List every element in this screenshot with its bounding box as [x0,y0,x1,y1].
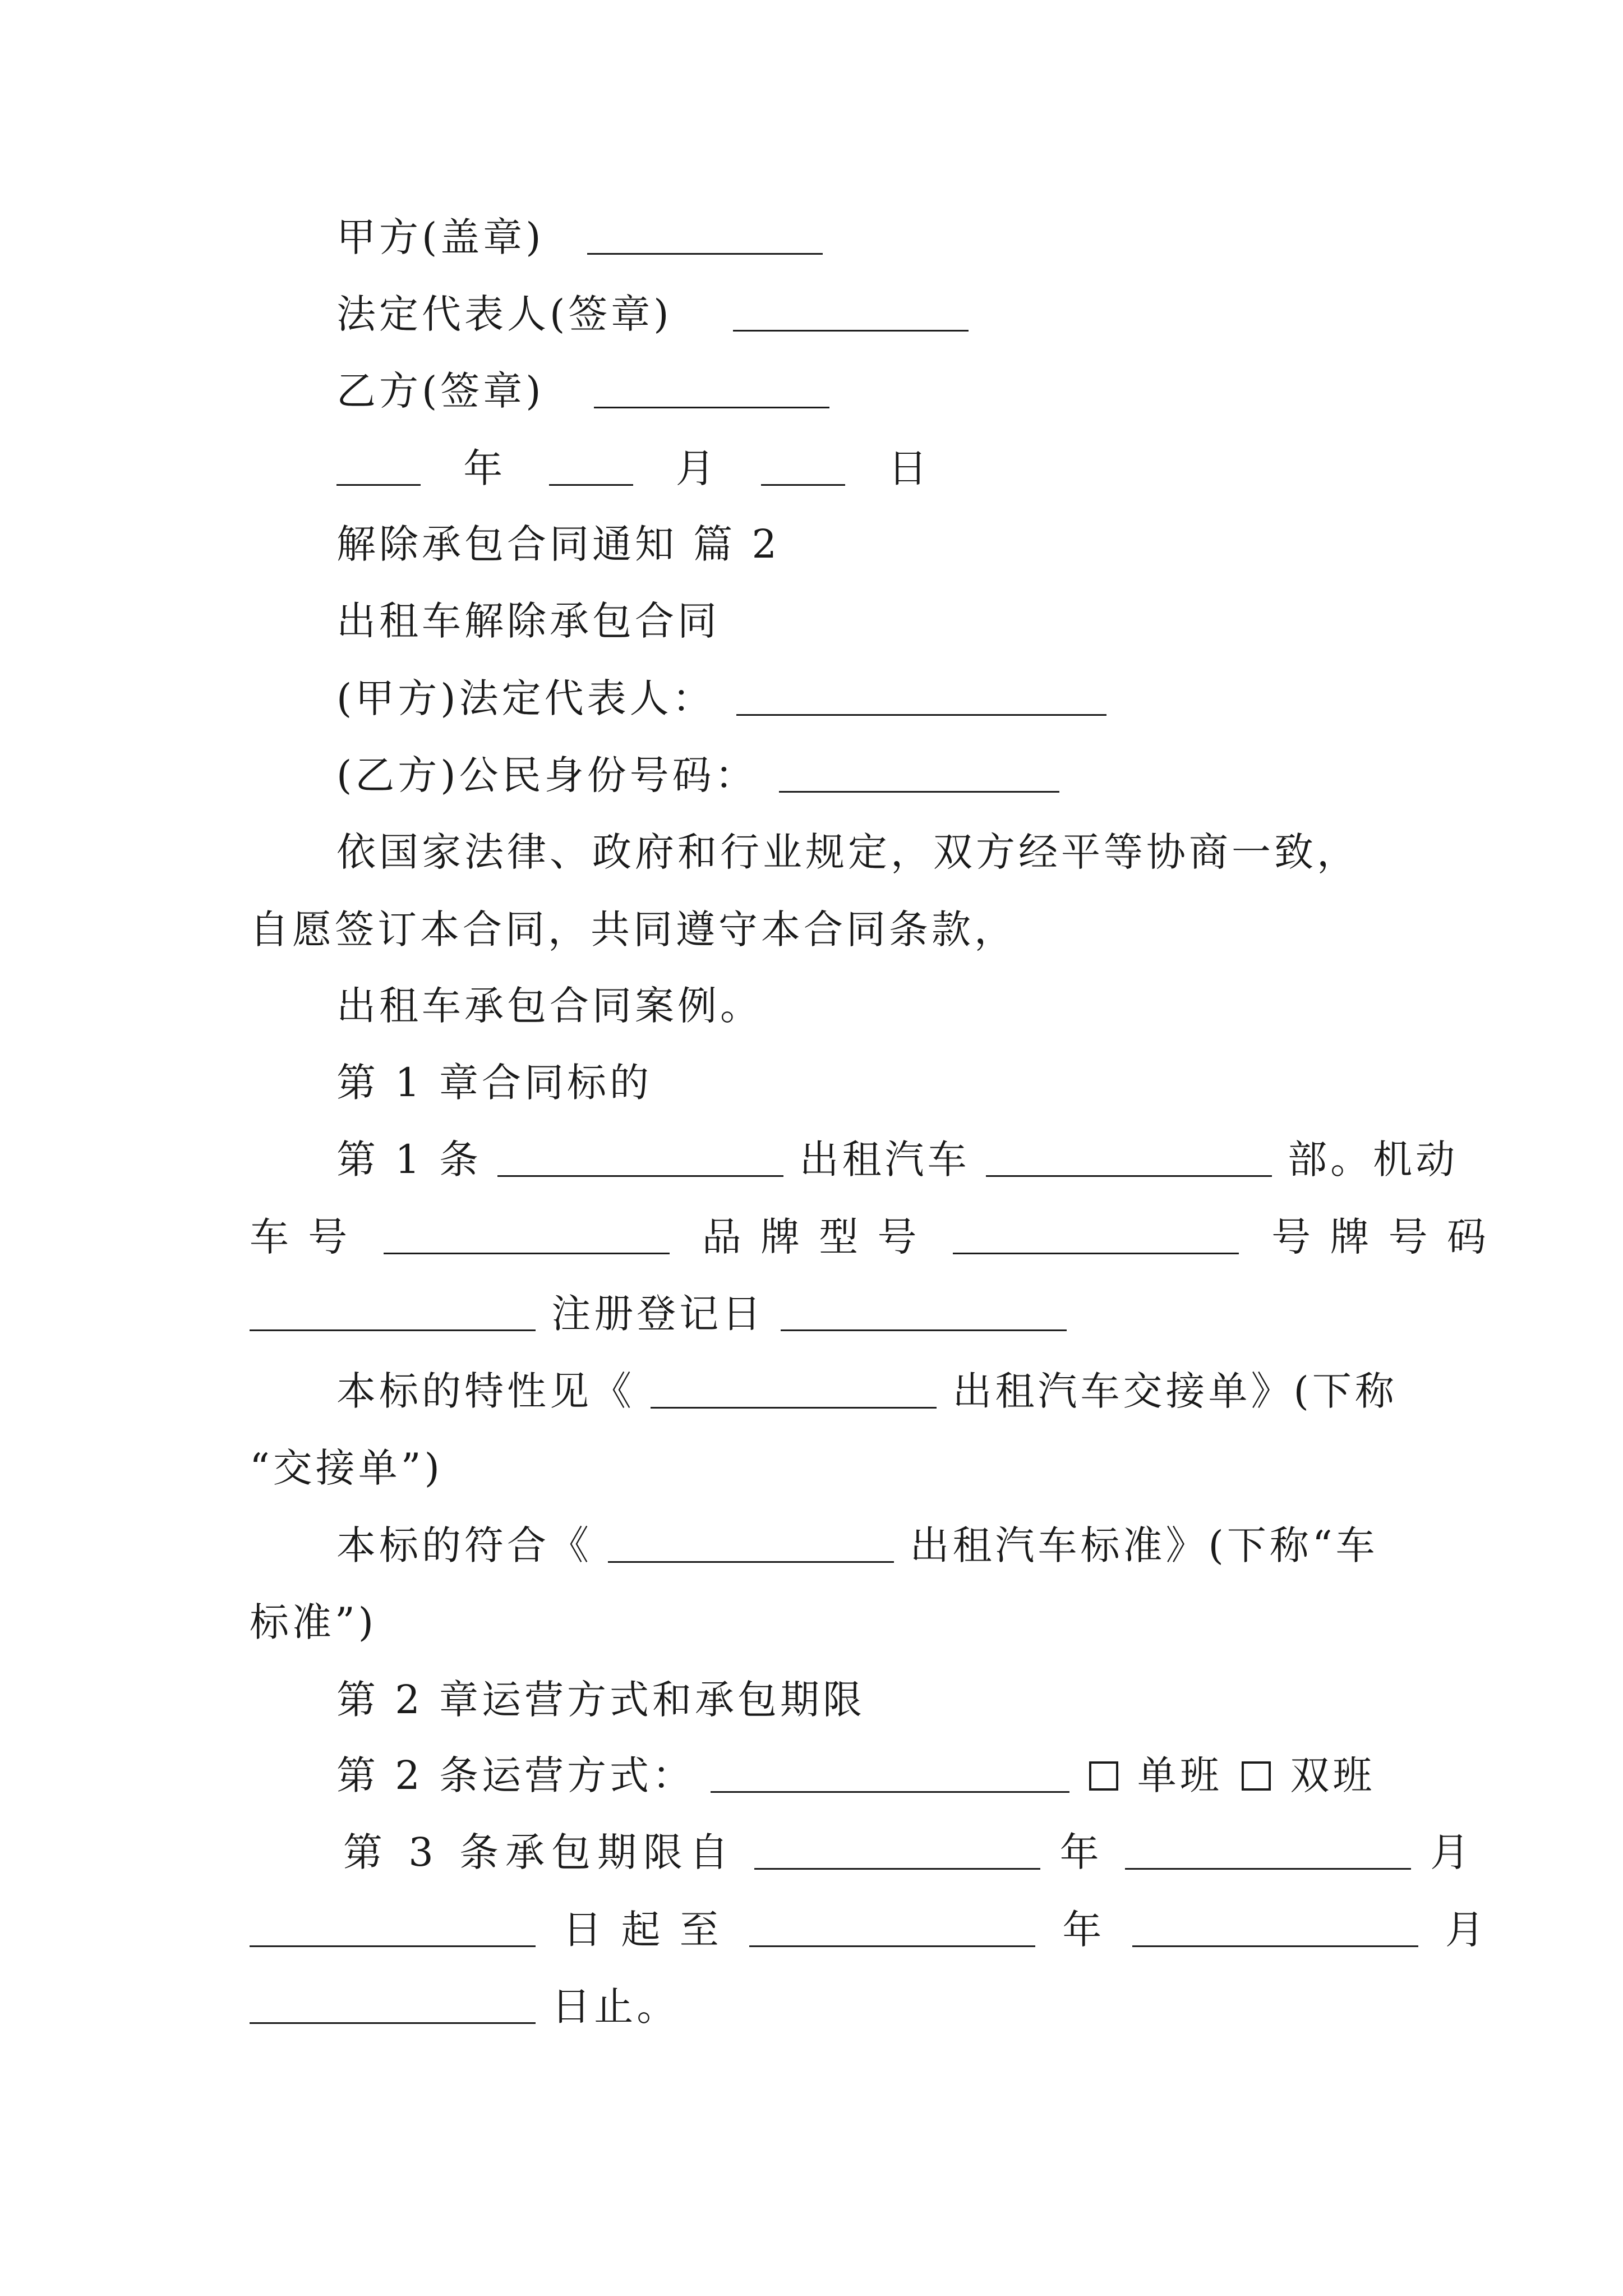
standard-suffix: 出租汽车标准》(下称“车 [910,1522,1378,1568]
standard-prefix: 本标的符合《 [336,1522,592,1568]
article-2-prefix: 第 2 条运营方式： [336,1752,695,1798]
party-a-rep-label: (甲方)法定代表人： [336,675,715,721]
standard-line-2: 标准”) [250,1599,377,1645]
single-shift-checkbox[interactable] [1089,1761,1118,1791]
party-b-id-label: (乙方)公民身份号码： [336,752,758,798]
day-blank[interactable] [761,453,845,486]
standard-blank[interactable] [608,1530,894,1563]
party-b-sign-blank[interactable] [594,375,829,408]
article-1-taxi-label: 出租汽车 [799,1137,970,1182]
article-2-line [336,1750,1375,1801]
standard-line-1 [336,1520,1378,1571]
intro-line-1: 依国家法律、政府和行业规定，双方经平等协商一致， [336,829,1359,875]
vehicle-no-blank[interactable] [384,1221,670,1254]
date-line [336,443,930,494]
legal-rep-sign-line [336,289,969,339]
party-b-sign-label: 乙方(签章) [336,368,545,414]
vehicle-no-label: 车 号 [250,1214,351,1260]
intro-line-2: 自愿签订本合同，共同遵守本合同条款， [250,907,1017,953]
register-date-blank[interactable] [781,1298,1067,1331]
plate-no-label: 号 牌 号 码 [1271,1214,1490,1260]
spec-blank[interactable] [651,1375,937,1409]
term-end-year-label: 年 [1062,1907,1105,1953]
brand-model-label: 品 牌 型 号 [702,1214,920,1260]
article-1-line-2 [250,1212,1490,1262]
operation-mode-blank[interactable] [711,1760,1069,1793]
term-end-month-blank[interactable] [1132,1914,1418,1947]
legal-rep-sign-label: 法定代表人(签章) [336,291,672,337]
party-a-seal-blank[interactable] [587,222,823,255]
month-blank[interactable] [549,453,633,486]
term-start-year-blank[interactable] [754,1837,1040,1870]
single-shift-label: 单班 [1137,1752,1223,1798]
spec-suffix: 出租汽车交接单》(下称 [952,1368,1398,1414]
example-line: 出租车承包合同案例。 [336,983,763,1029]
term-end-month-label: 月 [1445,1907,1488,1953]
double-shift-label: 双班 [1290,1752,1376,1798]
register-date-label: 注册登记日 [551,1291,765,1337]
article-3-prefix: 第 3 条承包期限自 [343,1829,736,1875]
section-title: 解除承包合同通知 篇 2 [336,521,781,567]
chapter-1-heading: 第 1 章合同标的 [336,1060,653,1106]
article-3-line-2 [250,1904,1488,1955]
article-1-line-3 [250,1289,1067,1339]
term-start-month-blank[interactable] [1125,1837,1411,1870]
contract-title: 出租车解除承包合同 [336,598,720,644]
chapter-2-heading: 第 2 章运营方式和承包期限 [336,1677,866,1723]
term-start-year-label: 年 [1059,1829,1106,1875]
party-a-seal-label: 甲方(盖章) [336,214,545,260]
party-b-id-line [336,750,1059,800]
spec-line-2: “交接单”) [250,1445,443,1491]
spec-line-1 [336,1366,1398,1416]
spec-prefix: 本标的特性见《 [336,1368,635,1414]
party-a-rep-line [336,673,1106,724]
brand-model-blank[interactable] [953,1221,1239,1254]
term-end-day-blank[interactable] [250,1991,536,2024]
double-shift-checkbox[interactable] [1242,1761,1271,1791]
article-1-taxi-blank[interactable] [986,1144,1272,1177]
month-label: 月 [675,445,718,491]
article-1-count-blank[interactable] [497,1144,783,1177]
year-blank[interactable] [336,453,421,486]
party-b-sign-line [336,366,829,416]
party-b-id-blank[interactable] [779,760,1059,793]
legal-rep-sign-blank[interactable] [733,298,969,332]
article-1-unit-label: 部。机动 [1288,1137,1459,1182]
term-start-day-blank[interactable] [250,1914,536,1947]
term-end-year-blank[interactable] [749,1914,1035,1947]
article-1-prefix: 第 1 条 [336,1137,482,1182]
party-a-rep-blank[interactable] [736,683,1106,716]
article-1-line-1 [336,1134,1458,1185]
term-end-label: 日止。 [551,1984,680,2030]
article-3-line-1 [343,1827,1476,1878]
plate-no-blank[interactable] [250,1298,536,1331]
article-3-line-3 [250,1981,679,2032]
party-a-seal-line [336,212,823,263]
year-label: 年 [463,445,506,491]
term-from-label: 日 起 至 [562,1907,722,1953]
day-label: 日 [888,445,931,491]
term-start-month-label: 月 [1430,1829,1477,1875]
